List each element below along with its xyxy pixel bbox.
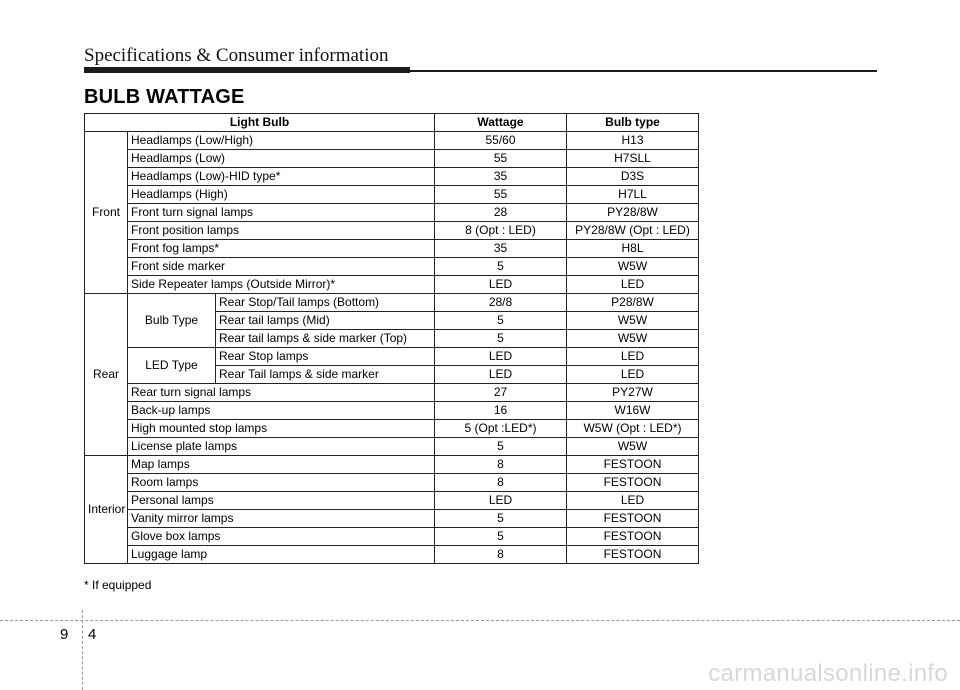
group-rear: Rear [85,294,128,456]
header-rule-thin [410,70,877,72]
bulb-wattage: 55/60 [435,132,567,150]
bulb-wattage: 5 [435,258,567,276]
bulb-wattage: 28 [435,204,567,222]
bulb-wattage: 35 [435,240,567,258]
bulb-wattage: LED [435,276,567,294]
page-number: 4 [88,626,97,643]
table-row [85,258,699,276]
bulb-name: Rear Stop lamps [216,348,435,366]
bulb-type: LED [567,366,699,384]
bulb-name: Rear turn signal lamps [128,384,435,402]
table-row [85,348,699,366]
bulb-name: Map lamps [128,456,435,474]
bulb-wattage: 5 [435,330,567,348]
bulb-wattage: LED [435,348,567,366]
bulb-type: FESTOON [567,528,699,546]
bulb-name: Luggage lamp [128,546,435,564]
table-row [85,510,699,528]
bulb-name: Front position lamps [128,222,435,240]
bulb-wattage: 16 [435,402,567,420]
table-row [85,456,699,474]
bulb-name: Headlamps (Low)-HID type* [128,168,435,186]
table-row [85,546,699,564]
bulb-type: LED [567,276,699,294]
bulb-wattage: 5 [435,438,567,456]
bulb-name: License plate lamps [128,438,435,456]
bulb-name: Front turn signal lamps [128,204,435,222]
table-row [85,276,699,294]
bulb-wattage: 35 [435,168,567,186]
bulb-wattage: LED [435,366,567,384]
subgroup-led-type: LED Type [128,348,216,384]
table-row [85,132,699,150]
bulb-type: P28/8W [567,294,699,312]
bulb-type: FESTOON [567,510,699,528]
bulb-name: Vanity mirror lamps [128,510,435,528]
bulb-type: LED [567,348,699,366]
bulb-name: Rear tail lamps (Mid) [216,312,435,330]
bulb-type: H13 [567,132,699,150]
bulb-type: W16W [567,402,699,420]
bulb-type: W5W [567,312,699,330]
page-header-title: Specifications & Consumer information [84,45,389,66]
table-row [85,240,699,258]
bulb-name: Front side marker [128,258,435,276]
bulb-wattage: 28/8 [435,294,567,312]
bulb-name: Glove box lamps [128,528,435,546]
table-row [85,384,699,402]
bulb-wattage-table [84,113,699,564]
header-bulb-type: Bulb type [567,114,699,132]
footer-rule [0,620,960,621]
bulb-name: Rear Tail lamps & side marker [216,366,435,384]
bulb-name: Back-up lamps [128,402,435,420]
bulb-wattage: 5 (Opt :LED*) [435,420,567,438]
bulb-type: FESTOON [567,474,699,492]
bulb-wattage: 8 [435,456,567,474]
table-row [85,474,699,492]
header-wattage: Wattage [435,114,567,132]
bulb-type: H8L [567,240,699,258]
bulb-type: D3S [567,168,699,186]
bulb-wattage: 8 (Opt : LED) [435,222,567,240]
table-row [85,150,699,168]
footnote: * If equipped [84,578,152,592]
bulb-type: FESTOON [567,456,699,474]
page-chapter-number: 9 [60,626,69,643]
group-front: Front [85,132,128,294]
bulb-wattage: LED [435,492,567,510]
bulb-wattage: 27 [435,384,567,402]
bulb-wattage: 8 [435,474,567,492]
table-row [85,168,699,186]
bulb-name: Rear Stop/Tail lamps (Bottom) [216,294,435,312]
group-interior: Interior [85,456,128,564]
bulb-name: High mounted stop lamps [128,420,435,438]
subgroup-bulb-type: Bulb Type [128,294,216,348]
bulb-wattage: 8 [435,546,567,564]
bulb-type: FESTOON [567,546,699,564]
bulb-type: H7SLL [567,150,699,168]
table-row [85,294,699,312]
bulb-name: Personal lamps [128,492,435,510]
bulb-wattage: 55 [435,186,567,204]
bulb-type: PY28/8W (Opt : LED) [567,222,699,240]
table-row [85,528,699,546]
table-row [85,186,699,204]
bulb-name: Headlamps (Low) [128,150,435,168]
table-row [85,222,699,240]
table-row [85,438,699,456]
watermark: carmanualsonline.info [708,660,948,687]
bulb-name: Rear tail lamps & side marker (Top) [216,330,435,348]
table-header-row [85,114,699,132]
table-row [85,420,699,438]
table-row [85,204,699,222]
bulb-type: W5W [567,438,699,456]
bulb-type: W5W [567,258,699,276]
bulb-name: Headlamps (Low/High) [128,132,435,150]
bulb-name: Front fog lamps* [128,240,435,258]
section-title: BULB WATTAGE [84,86,245,108]
bulb-type: PY28/8W [567,204,699,222]
table-row [85,492,699,510]
bulb-wattage: 5 [435,312,567,330]
bulb-type: LED [567,492,699,510]
bulb-type: PY27W [567,384,699,402]
bulb-wattage: 5 [435,528,567,546]
bulb-wattage: 5 [435,510,567,528]
bulb-wattage: 55 [435,150,567,168]
table-row [85,402,699,420]
bulb-name: Side Repeater lamps (Outside Mirror)* [128,276,435,294]
bulb-name: Room lamps [128,474,435,492]
bulb-type: W5W [567,330,699,348]
header-light-bulb: Light Bulb [85,114,435,132]
bulb-type: W5W (Opt : LED*) [567,420,699,438]
bulb-type: H7LL [567,186,699,204]
bulb-name: Headlamps (High) [128,186,435,204]
header-rule-thick [84,67,410,73]
footer-divider [82,610,83,690]
